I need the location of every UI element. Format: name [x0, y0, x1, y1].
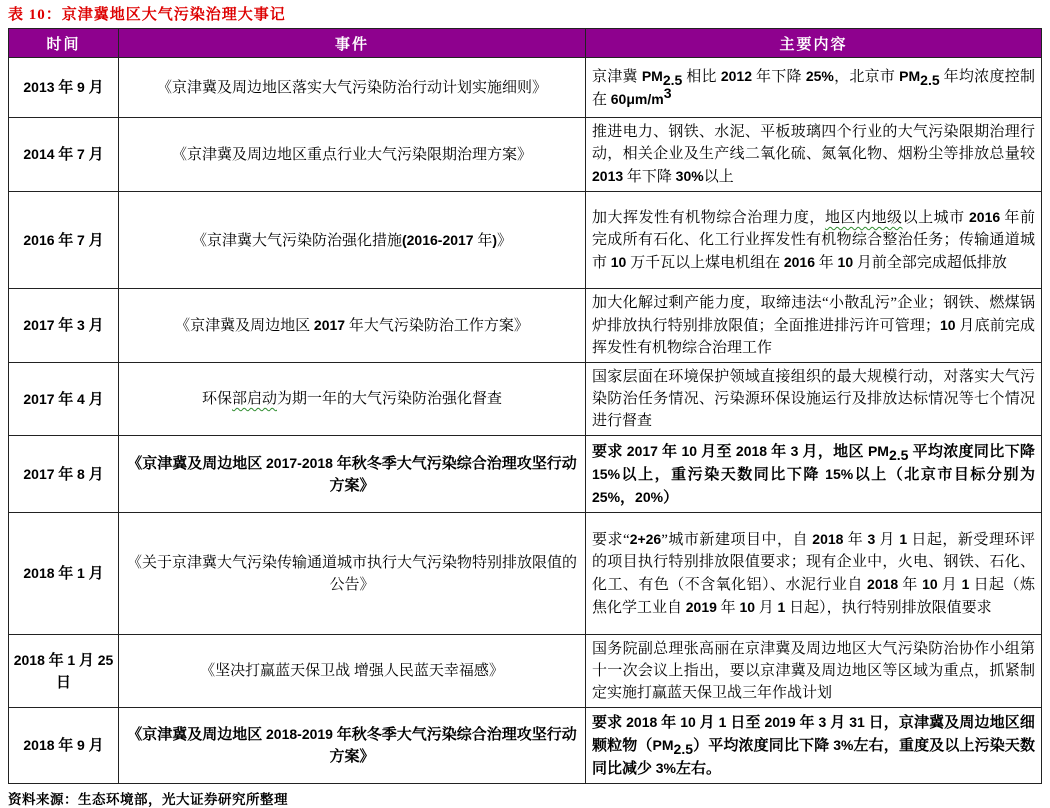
- latin-text: 2+26: [629, 531, 662, 547]
- table-row: [9, 708, 1042, 784]
- latin-text: 2019: [764, 714, 796, 730]
- time-cell: 2018 年 1 月: [9, 513, 119, 635]
- latin-text: 2018-2019: [266, 726, 333, 742]
- content-cell: 国家层面在环境保护领域直接组织的最大规模行动，对落实大气污染防治任务情况、污染源环保设施运行及排放达标情况等七个情况进行督查: [586, 363, 1042, 436]
- sub-text: 2.5: [673, 741, 693, 757]
- latin-text: 2013: [592, 168, 624, 184]
- latin-text: 2018: [626, 714, 658, 730]
- latin-text: 9: [77, 79, 85, 95]
- latin-text: 3: [790, 442, 799, 459]
- latin-text: 2016: [23, 231, 55, 248]
- latin-text: 1: [67, 651, 76, 668]
- time-cell: 2014 年 7 月: [9, 118, 119, 192]
- latin-text: 2016: [969, 209, 1001, 225]
- latin-text: 2014: [23, 146, 55, 162]
- latin-text: 2017: [23, 317, 55, 333]
- table-row: [9, 58, 1042, 118]
- latin-text: 25: [97, 651, 114, 668]
- time-cell: 2013 年 9 月: [9, 58, 119, 118]
- latin-text: 1: [899, 531, 908, 547]
- latin-text: PM: [899, 67, 921, 84]
- latin-text: 2018: [23, 565, 55, 581]
- table-row: [9, 436, 1042, 513]
- content-cell: 加大挥发性有机物综合治理力度，地区内地级以上城市 2016 年前完成所有石化、化工行业挥发性有机物综合整治任务；传输通道城市 10 万千瓦以上煤电机组在 2016 年 10 月前全部完成超低排放: [586, 192, 1042, 289]
- event-cell: 环保部启动为期一年的大气污染防治强化督查: [119, 363, 586, 436]
- latin-text: 2018: [23, 737, 55, 753]
- latin-text: 1: [718, 714, 727, 730]
- latin-text: 2018: [735, 442, 768, 459]
- time-cell: 2017 年 3 月: [9, 289, 119, 363]
- content-cell: 京津冀 $PM_{2.5}$ 相比 2012 年下降 25%，北京市 $PM_{2.5}$ 年均浓度控制在 $60\mu m/m^3$: [586, 58, 1042, 118]
- latin-text: 10: [680, 714, 696, 730]
- event-cell: 《坚决打赢蓝天保卫战 增强人民蓝天幸福感》: [119, 635, 586, 708]
- latin-text: PM: [652, 737, 674, 753]
- table-title: 表 10：京津冀地区大气污染治理大事记: [8, 7, 286, 23]
- latin-text: 10: [837, 254, 854, 270]
- latin-text: 7: [77, 231, 85, 248]
- table-row: [9, 635, 1042, 708]
- latin-text: PM: [867, 442, 889, 459]
- latin-text: 3%: [655, 760, 676, 776]
- event-cell: 《京津冀及周边地区重点行业大气污染限期治理方案》: [119, 118, 586, 192]
- latin-text: 1: [77, 565, 85, 581]
- event-cell: 《关于京津冀大气污染传输通道城市执行大气污染物特别排放限值的公告》: [119, 513, 586, 635]
- header-event: 事件: [119, 29, 586, 58]
- content-cell: 要求“2+26”城市新建项目中，自 2018 年 3 月 1 日起，新受理环评的项目执行特别排放限值要求；现有企业中，火电、钢铁、石化、化工、有色（不含氧化铝）、水泥行业自 2018 年 10 月 1 日起（炼焦化学工业自 2019 年 10 月 1 日起），执行特别排放限值要求: [586, 513, 1042, 635]
- latin-text: 2017: [313, 317, 346, 333]
- latin-text: 10: [739, 599, 756, 615]
- table-header: [9, 29, 1042, 58]
- latin-text: 30%: [675, 168, 704, 184]
- event-cell: 《京津冀及周边地区 2018-2019 年秋冬季大气污染综合治理攻坚行动方案》: [119, 708, 586, 784]
- content-cell: 要求 2018 年 10 月 1 日至 2019 年 3 月 31 日，京津冀及周边地区细颗粒物$(PM_{2.5})$平均浓度同比下降 3%左右，重度及以上污染天数同比减少 3%左右。: [586, 708, 1042, 784]
- latin-text: 2017: [626, 442, 658, 459]
- event-cell: 《京津冀及周边地区 2017 年大气污染防治工作方案》: [119, 289, 586, 363]
- table-row: [9, 363, 1042, 436]
- latin-text: 60μm/m: [610, 90, 664, 107]
- latin-text: 15%: [592, 465, 621, 482]
- event-cell: 《京津冀大气污染防治强化措施(2016-2017 年)》: [119, 192, 586, 289]
- header-time: 时间: [9, 29, 119, 58]
- latin-text: 2019: [685, 599, 717, 615]
- sub-text: 2.5: [920, 71, 940, 88]
- latin-text: 2012: [720, 67, 752, 84]
- latin-text: 9: [77, 737, 85, 753]
- latin-text: 3%: [833, 737, 854, 753]
- wavy-underlined-text: 部启动: [231, 391, 277, 407]
- latin-text: 31: [849, 714, 865, 730]
- table-row: [9, 192, 1042, 289]
- latin-text: 4: [77, 390, 85, 407]
- time-cell: 2016 年 7 月: [9, 192, 119, 289]
- wavy-underlined-text: 地区内地级: [824, 210, 903, 226]
- table-body: [9, 58, 1042, 784]
- latin-text: 2018: [812, 531, 844, 547]
- events-table: [8, 28, 1042, 784]
- latin-text: 3: [77, 317, 85, 333]
- time-cell: 2017 年 8 月: [9, 436, 119, 513]
- table-row: [9, 118, 1042, 192]
- latin-text: 2017: [23, 465, 55, 482]
- event-cell: 《京津冀及周边地区 2017-2018 年秋冬季大气污染综合治理攻坚行动方案》: [119, 436, 586, 513]
- latin-text: 10: [610, 254, 627, 270]
- latin-text: 1: [777, 599, 786, 615]
- header-row: [9, 29, 1042, 58]
- header-content: 主要内容: [586, 29, 1042, 58]
- source-note: 资料来源：生态环境部，光大证券研究所整理: [8, 792, 288, 807]
- latin-text: 2016: [783, 254, 816, 270]
- time-cell: 2017 年 4 月: [9, 363, 119, 436]
- latin-text: 20%: [635, 488, 664, 505]
- table-row: [9, 513, 1042, 635]
- event-cell: 《京津冀及周边地区落实大气污染防治行动计划实施细则》: [119, 58, 586, 118]
- latin-text: 7: [77, 146, 85, 162]
- sub-text: 2.5: [888, 446, 909, 463]
- sup-text: 3: [663, 84, 672, 101]
- latin-text: 10: [922, 576, 938, 592]
- latin-text: 3: [818, 714, 827, 730]
- table-row: [9, 289, 1042, 363]
- content-cell: 加大化解过剩产能力度，取缔违法“小散乱污”企业；钢铁、燃煤锅炉排放执行特别排放限值；全面推进排污许可管理；10 月底前完成挥发性有机物综合治理工作: [586, 289, 1042, 363]
- sub-text: 2.5: [662, 71, 683, 88]
- latin-text: 2017-2018: [266, 454, 333, 471]
- latin-text: 10: [939, 317, 956, 333]
- latin-text: 2018: [13, 651, 45, 668]
- latin-text: ): [492, 231, 498, 248]
- latin-text: 1: [961, 576, 970, 592]
- latin-text: 2013: [23, 79, 55, 95]
- latin-text: 2018: [867, 576, 899, 592]
- content-cell: 国务院副总理张高丽在京津冀及周边地区大气污染防治协作小组第十一次会议上指出，要以京津冀及周边地区等区域为重点，抓紧制定实施打赢蓝天保卫战三年作战计划: [586, 635, 1042, 708]
- latin-text: 25%: [592, 488, 621, 505]
- latin-text: 8: [77, 465, 85, 482]
- time-cell: 2018 年 9 月: [9, 708, 119, 784]
- latin-text: 3: [867, 531, 876, 547]
- latin-text: PM: [641, 67, 663, 84]
- content-cell: 要求 2017 年 10 月至 2018 年 3 月，地区 $PM_{2.5}$ 平均浓度同比下降 15%以上，重污染天数同比下降 15%以上（北京市目标分别为 25%，20%）: [586, 436, 1042, 513]
- latin-text: (2016-2017: [401, 231, 474, 248]
- time-cell: 2018 年 1 月 25 日: [9, 635, 119, 708]
- latin-text: 2017: [23, 390, 55, 407]
- content-cell: 推进电力、钢铁、水泥、平板玻璃四个行业的大气污染限期治理行动，相关企业及生产线二氧化硫、氮氧化物、烟粉尘等排放总量较 2013 年下降 30%以上: [586, 118, 1042, 192]
- latin-text: 25%: [805, 67, 834, 84]
- latin-text: 15%: [825, 465, 854, 482]
- latin-text: 10: [681, 442, 698, 459]
